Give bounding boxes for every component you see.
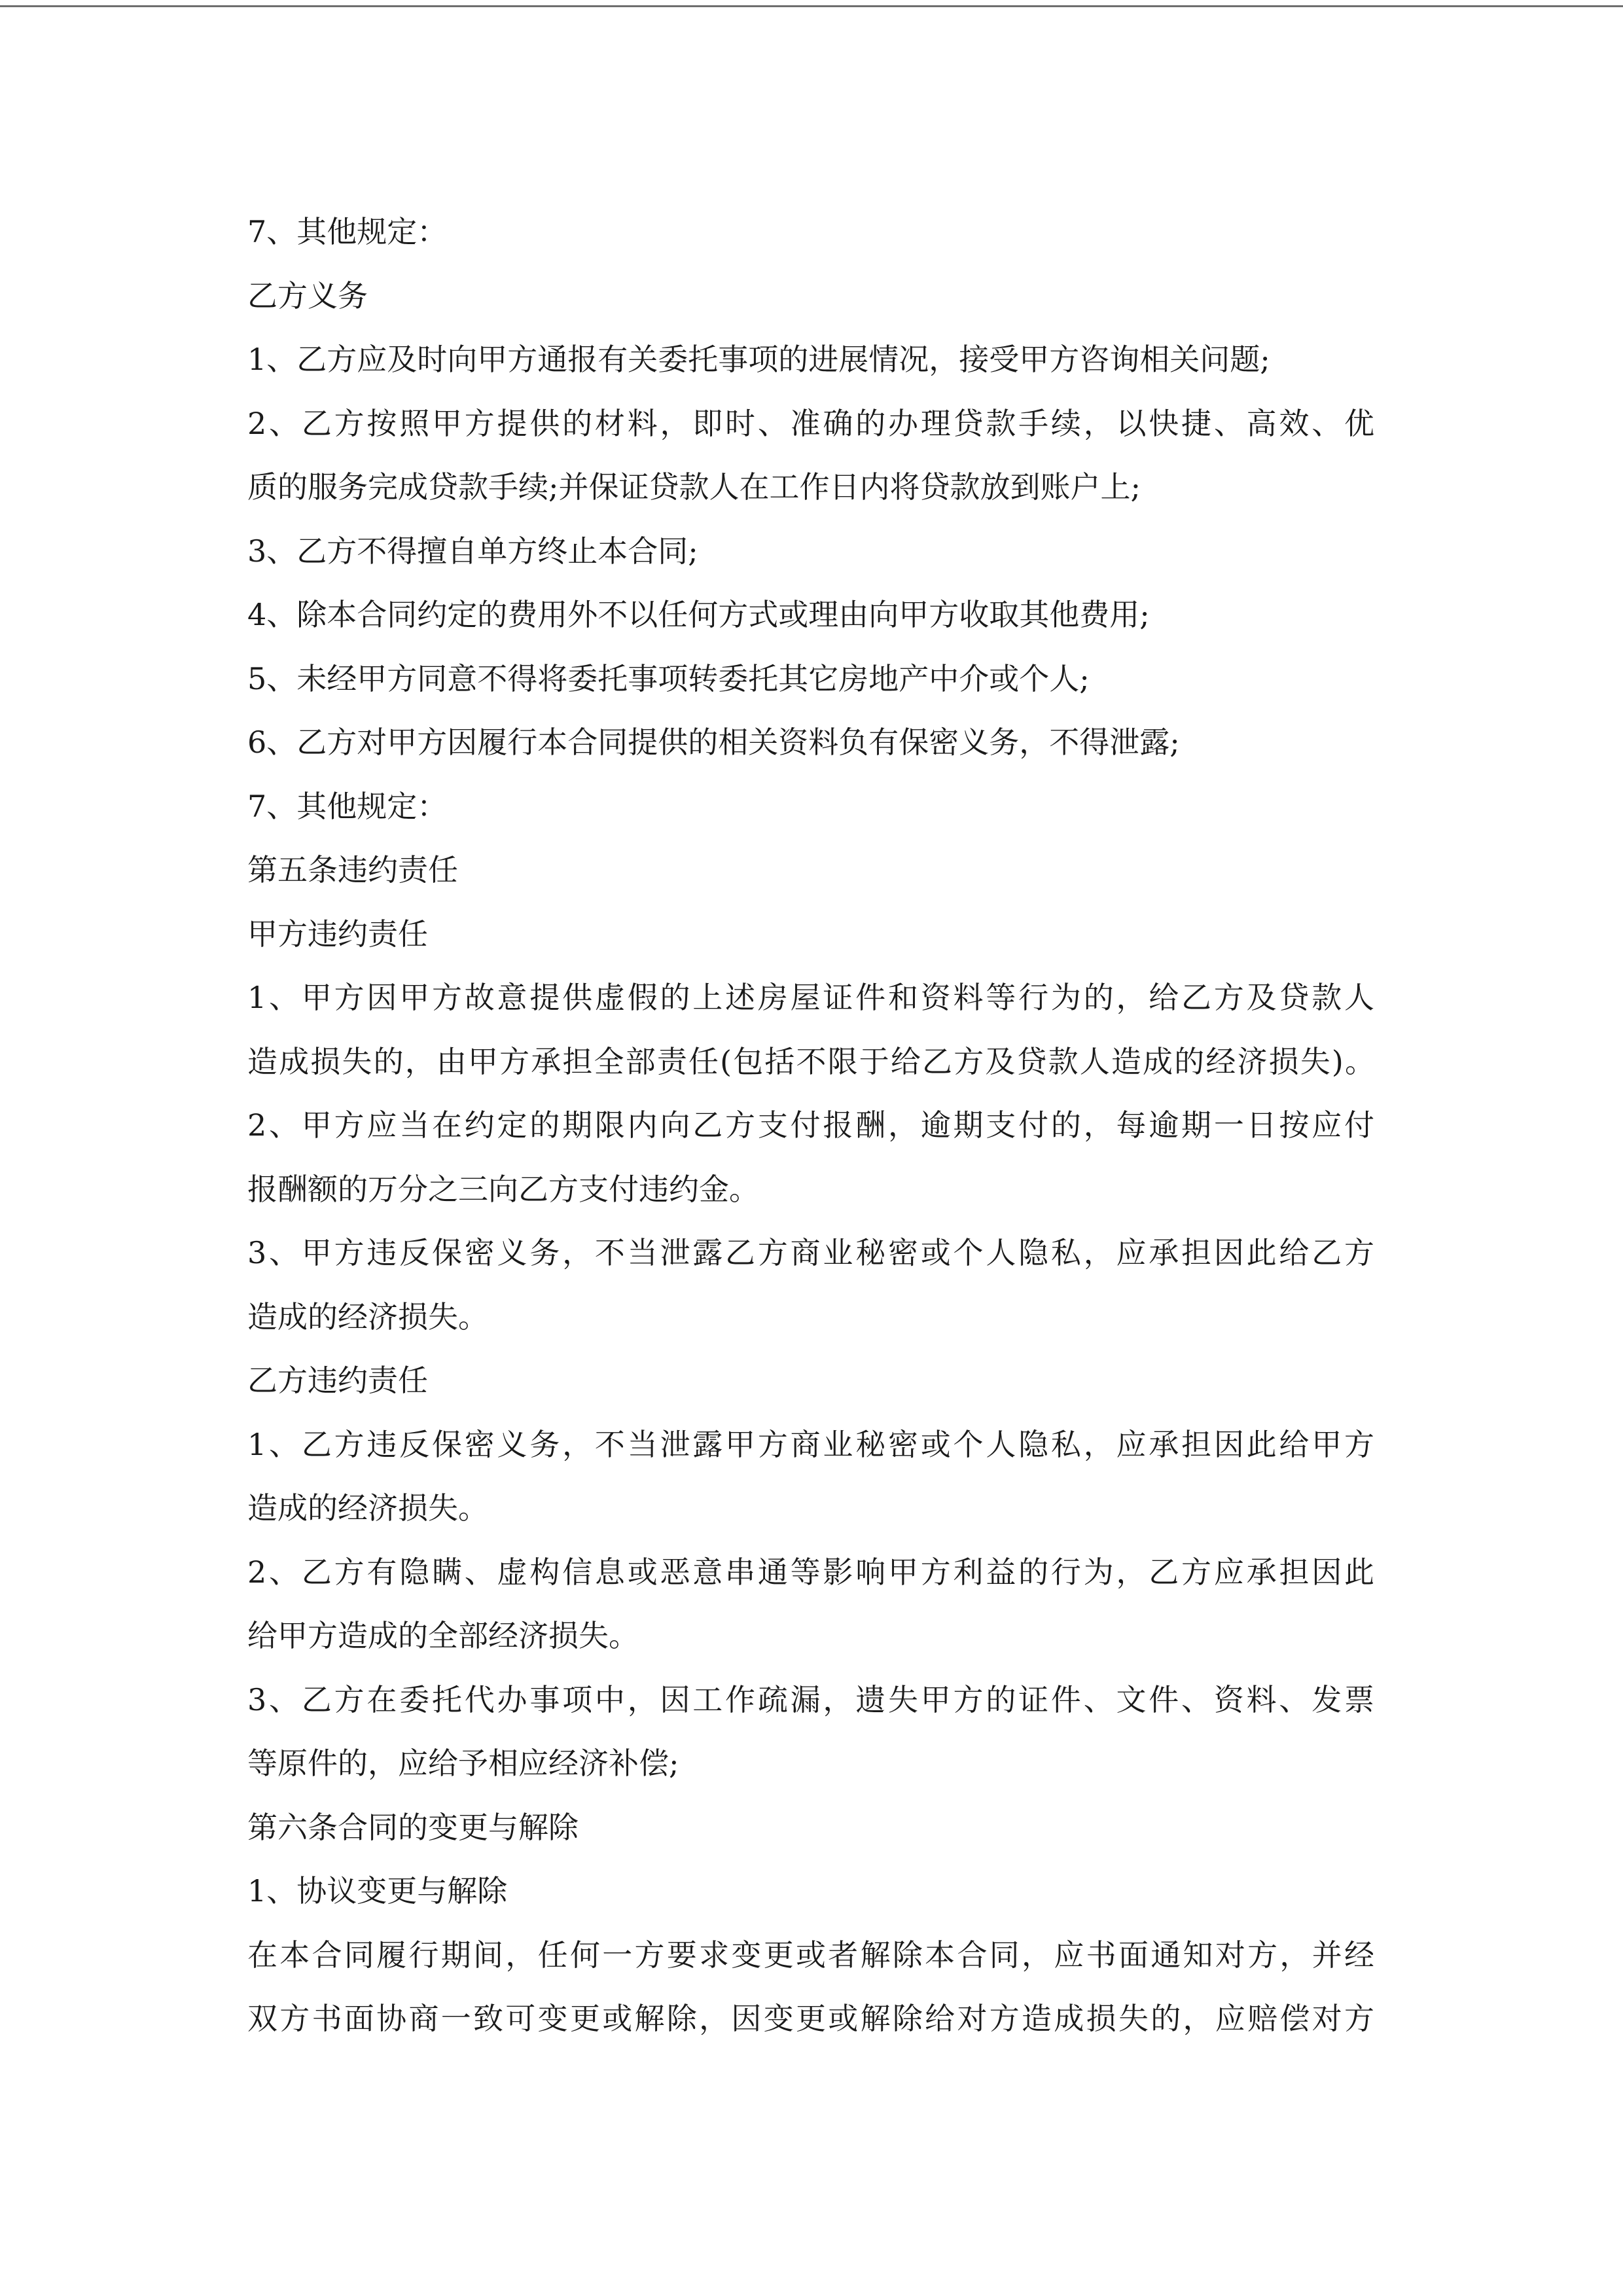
text-line: 质的服务完成贷款手续;并保证贷款人在工作日内将贷款放到账户上; (247, 469, 1141, 505)
page-top-border (0, 5, 1623, 7)
text-line: 等原件的，应给予相应经济补偿; (247, 1746, 679, 1781)
text-line: 7、其他规定： (247, 788, 448, 824)
text-line: 1、协议变更与解除 (247, 1873, 508, 1909)
text-line: 造成的经济损失。 (247, 1490, 488, 1526)
text-line: 造成损失的，由甲方承担全部责任(包括不限于给乙方及贷款人造成的经济损失)。 (247, 1043, 1374, 1079)
text-line: 甲方违约责任 (247, 916, 428, 952)
text-line: 6、乙方对甲方因履行本合同提供的相关资料负有保密义务，不得泄露; (247, 725, 1180, 760)
text-line: 3、乙方在委托代办事项中，因工作疏漏，遗失甲方的证件、文件、资料、发票 (247, 1681, 1374, 1717)
text-line: 1、乙方违反保密义务，不当泄露甲方商业秘密或个人隐私，应承担因此给甲方 (247, 1426, 1374, 1462)
text-line: 2、乙方有隐瞒、虚构信息或恶意串通等影响甲方利益的行为，乙方应承担因此 (247, 1554, 1374, 1590)
text-line: 乙方违约责任 (247, 1363, 428, 1398)
text-line: 3、乙方不得擅自单方终止本合同; (247, 533, 698, 569)
text-line: 报酬额的万分之三向乙方支付违约金。 (247, 1171, 759, 1207)
text-line: 5、未经甲方同意不得将委托事项转委托其它房地产中介或个人; (247, 660, 1090, 696)
text-line: 1、甲方因甲方故意提供虚假的上述房屋证件和资料等行为的，给乙方及贷款人 (247, 980, 1374, 1015)
text-line: 2、甲方应当在约定的期限内向乙方支付报酬，逾期支付的，每逾期一日按应付 (247, 1107, 1374, 1143)
text-line: 第六条合同的变更与解除 (247, 1809, 579, 1845)
text-line: 1、乙方应及时向甲方通报有关委托事项的进展情况，接受甲方咨询相关问题; (247, 342, 1270, 377)
text-line: 乙方义务 (247, 278, 368, 314)
text-line: 在本合同履行期间，任何一方要求变更或者解除本合同，应书面通知对方，并经 (247, 1937, 1374, 1973)
text-line: 4、除本合同约定的费用外不以任何方式或理由向甲方收取其他费用; (247, 597, 1150, 632)
text-line: 造成的经济损失。 (247, 1299, 488, 1335)
text-line: 3、甲方违反保密义务，不当泄露乙方商业秘密或个人隐私，应承担因此给乙方 (247, 1235, 1374, 1270)
text-line: 双方书面协商一致可变更或解除，因变更或解除给对方造成损失的，应赔偿对方 (247, 2001, 1374, 2036)
text-line: 7、其他规定： (247, 214, 448, 249)
document-body (247, 200, 1374, 2051)
text-line: 2、乙方按照甲方提供的材料，即时、准确的办理贷款手续，以快捷、高效、优 (247, 405, 1374, 441)
text-line: 第五条违约责任 (247, 852, 458, 888)
text-line: 给甲方造成的全部经济损失。 (247, 1618, 639, 1653)
